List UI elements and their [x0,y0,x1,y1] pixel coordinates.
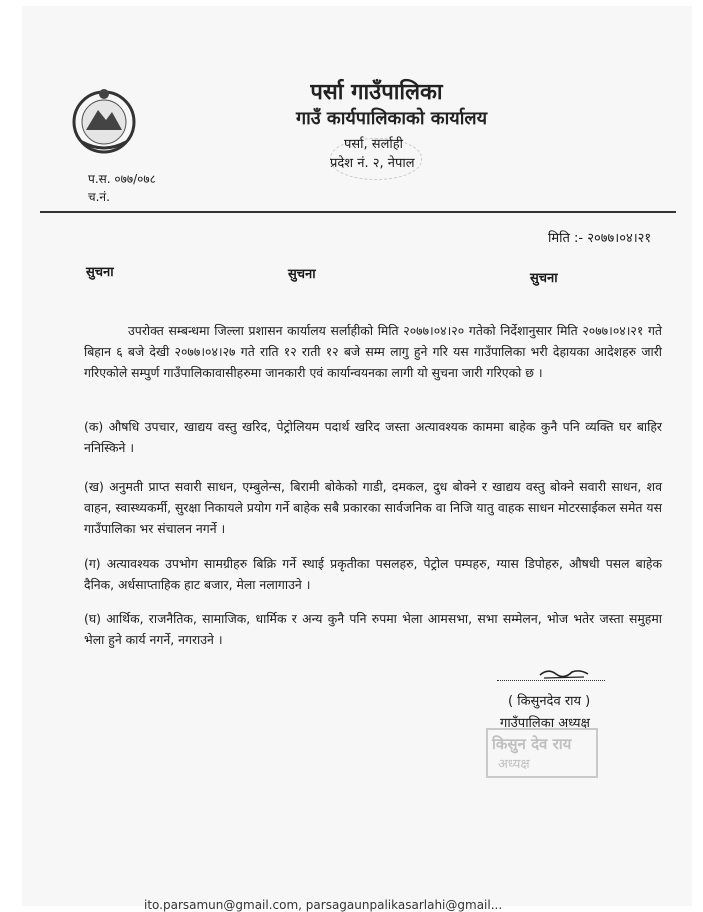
letter-date: मिति :- २०७७।०४।२१ [548,231,652,246]
address-province: प्रदेश नं. २, नेपाल [330,156,415,171]
point-ga: (ग) अत्यावश्यक उपभोग सामग्रीहरु बिक्रि गर्ने स्थाई प्रकृतीका पसलहरु, पेट्रोल पम्पहरु, ग्यास डिपोहरु, औषधी पसल बाहेक दैनिक, अर्धसाप्ताहिक हाट बजार, मेला नलागाउने । [84,556,662,592]
signer-title: गाउँपालिका अध्यक्ष [500,716,590,731]
stamp-name: किसुन देव राय [492,735,572,753]
header-divider [40,211,676,213]
official-stamp [486,728,598,778]
municipality-name: पर्सा गाउँपालिका [310,80,443,105]
signature-line [497,680,605,681]
point-gha: (घ) आर्थिक, राजनैतिक, सामाजिक, धार्मिक र अन्य कुनै पनि रुपमा भेला आमसभा, सभा सम्मेलन, भोज भतेर जस्ता समुहमा भेला हुने कार्य नगर्ने, नगराउने । [84,611,662,647]
notice-title-right: सुचना [530,271,558,286]
notice-title-center: सुचना [288,267,316,282]
stamp-designation: अध्यक्ष [498,757,530,772]
fiscal-year-reference: प.स. ०७७/०७८ [88,172,156,186]
footer-emails: ito.parsamun@gmail.com, parsagaunpalikasarlahi@gmail... [144,898,503,912]
dispatch-number: च.नं. [88,190,110,204]
address-district: पर्सा, सर्लाही [344,137,404,152]
signer-name: ( किसुनदेव राय ) [508,694,591,709]
point-ka: (क) औषधि उपचार, खाद्यय वस्तु खरिद, पेट्रोलियम पदार्थ खरिद जस्ता अत्यावश्यक काममा बाहेक कुनै पनि व्यक्ति घर बाहिर ननिस्किने । [84,419,662,455]
intro-paragraph: उपरोक्त सम्बन्धमा जिल्ला प्रशासन कार्यालय सर्लाहीको मिति २०७७।०४।२० गतेको निर्देशानुसार मिति २०७७।०४।२१ गते बिहान ६ बजे देखी २०७७।०४।२७ गते राति १२ राती १२ बजे सम्म लागु हुने गरि यस गाउँपालिका भरी देहायका आदेशहरु जारी गरिएकोले सम्पुर्ण गाउँपालिकावासीहरुमा जानकारी एवं कार्यान्वयनका लागी यो सुचना जारी गरिएको छ । [84,323,662,380]
handwritten-signature [538,666,590,680]
notice-title-left: सुचना [86,265,114,280]
office-name: गाउँ कार्यपालिकाको कार्यालय [295,108,488,129]
point-kha: (ख) अनुमती प्राप्त सवारी साधन, एम्बुलेन्स, बिरामी बोकेको गाडी, दमकल, दुध बोक्ने र खाद्यय वस्तु बोक्ने सवारी साधन, शव वाहन, स्वास्थ्यकर्मी, सुरक्षा निकायले प्रयोग गर्ने बाहेक सबै प्रकारका सार्वजनिक वा निजि यातु वाहक साधन मोटरसाईकल समेत यस गाउँपालिका भर संचालन नगर्ने । [84,479,662,536]
